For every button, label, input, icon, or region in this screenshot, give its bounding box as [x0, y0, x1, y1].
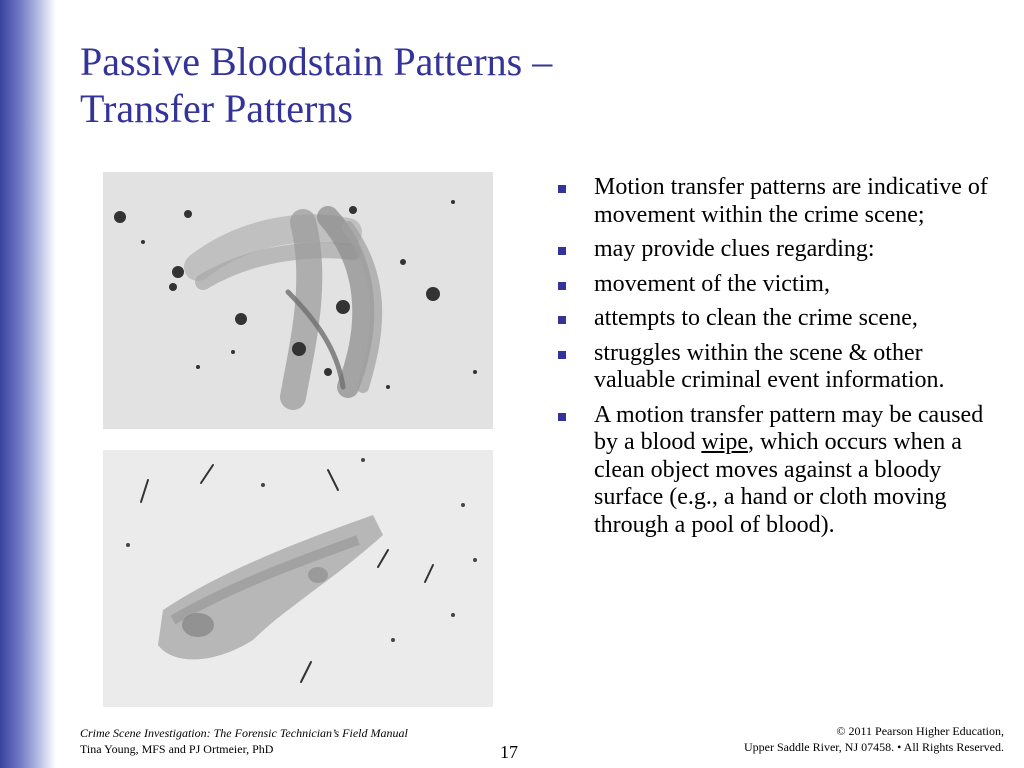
- bullet-text-underlined: wipe: [701, 429, 748, 455]
- bullet-item: [556, 402, 996, 540]
- bullet-list: [556, 174, 996, 546]
- copyright-line2: Upper Saddle River, NJ 07458. • All Rights Reserved.: [743, 740, 1004, 754]
- bullet-item: [556, 271, 996, 299]
- bullet-marker-icon: [558, 413, 566, 421]
- bullet-text-part2: , which occurs when a clean object moves against a bloody surface (e.g., a hand or cloth moving through a pool of blood).: [594, 429, 962, 538]
- page-number: 17: [500, 742, 518, 762]
- bullet-marker-icon: [558, 247, 566, 255]
- bullet-text: struggles within the scene & other valuable criminal event information.: [594, 339, 945, 393]
- bullet-item: [556, 305, 996, 333]
- bullet-marker-icon: [558, 316, 566, 324]
- bullet-item: [556, 236, 996, 264]
- bullet-text-part1: A motion transfer pattern may be caused by a blood: [594, 401, 984, 455]
- footer-source: [80, 725, 408, 757]
- slide-title: [80, 38, 980, 132]
- copyright-line1: © 2011 Pearson Higher Education,: [836, 724, 1004, 738]
- bullet-marker-icon: [558, 282, 566, 290]
- left-gradient-bar: [0, 0, 56, 768]
- bloodstain-swipe-photo: [103, 172, 493, 429]
- bullet-text: Motion transfer patterns are indicative of movement within the crime scene;: [594, 174, 988, 228]
- bullet-text: movement of the victim,: [594, 270, 830, 297]
- footer-authors: Tina Young, MFS and PJ Ortmeier, PhD: [80, 742, 274, 756]
- footer-book-title: Crime Scene Investigation: The Forensic Technician’s Field Manual: [80, 726, 408, 740]
- footer-copyright: [744, 723, 1004, 755]
- bullet-marker-icon: [558, 185, 566, 193]
- bullet-item: [556, 174, 996, 229]
- slide-title-line2: Transfer Patterns: [80, 86, 353, 131]
- bullet-item: [556, 340, 996, 395]
- bullet-text: attempts to clean the crime scene,: [594, 305, 918, 331]
- slide-title-line1: Passive Bloodstain Patterns –: [80, 39, 553, 84]
- bullet-text: may provide clues regarding:: [594, 236, 875, 262]
- bloodstain-wipe-photo: [103, 450, 493, 707]
- bullet-marker-icon: [558, 351, 566, 359]
